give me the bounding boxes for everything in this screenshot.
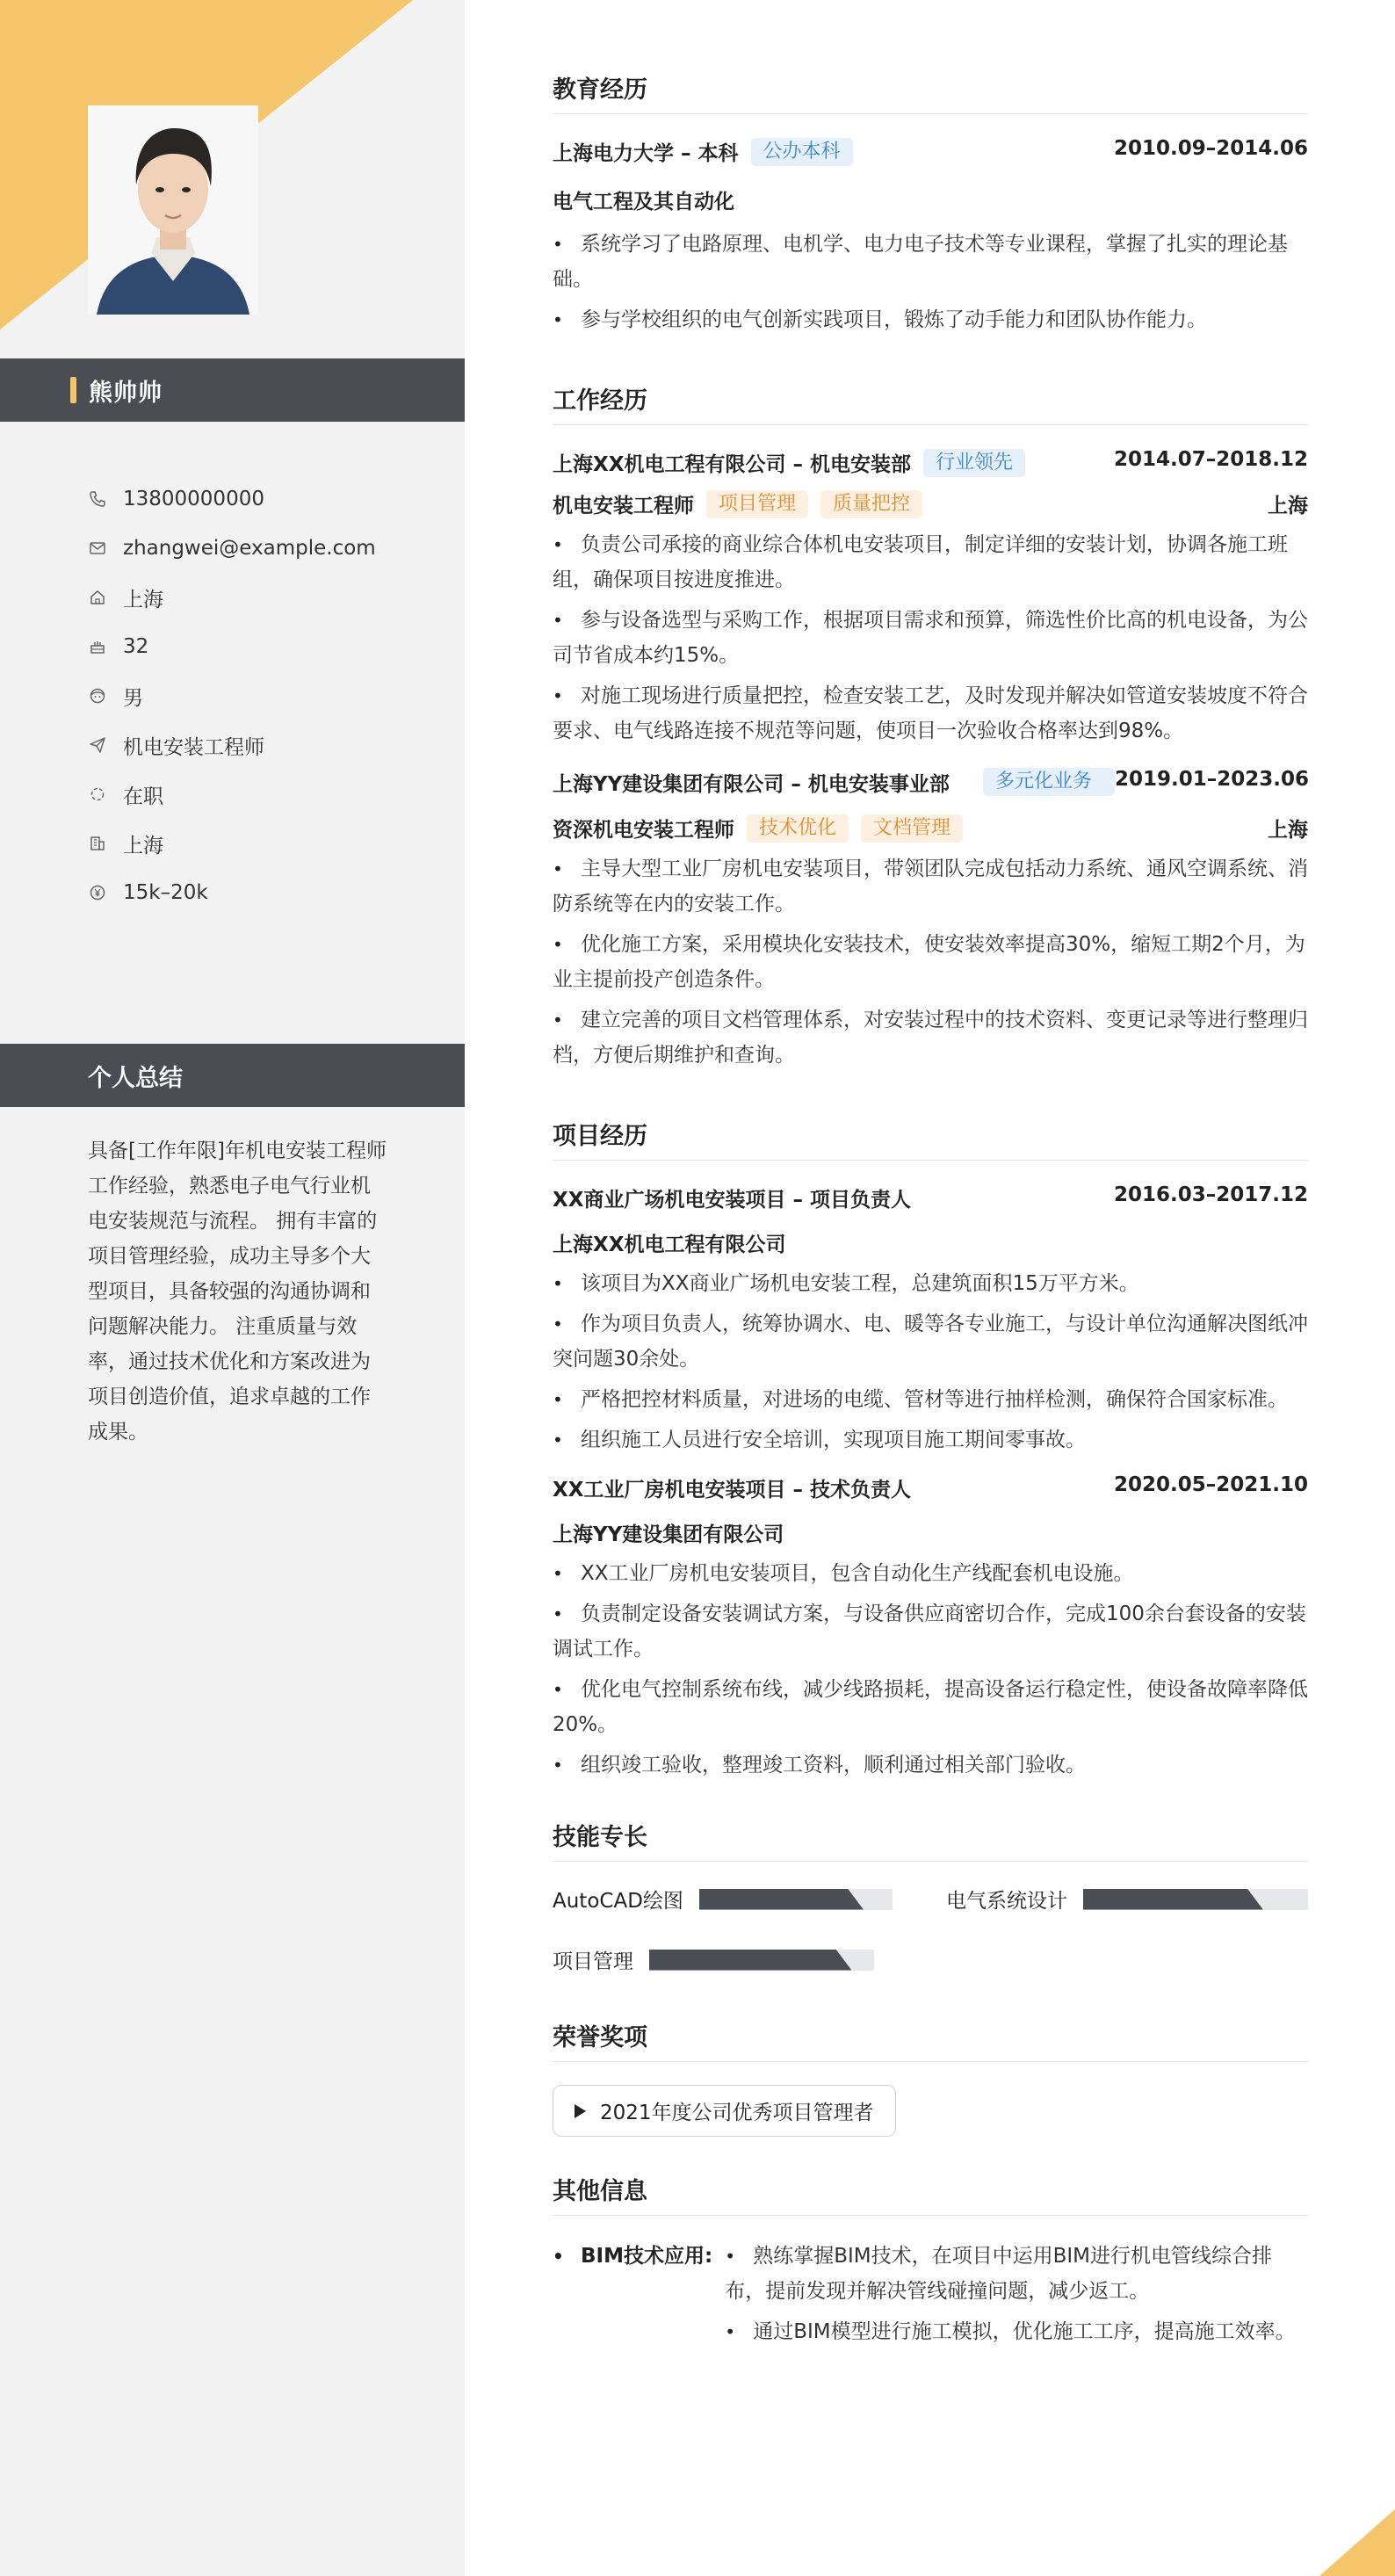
job-city: 上海: [1268, 495, 1308, 517]
projects-section: [553, 1117, 1308, 1783]
list-item: • 建立完善的项目文档管理体系，对安装过程中的技术资料、变更记录等进行整理归档，方便后期维护和查询。: [553, 1002, 1308, 1073]
company-tag: 行业领先: [923, 449, 1025, 477]
skill-item: [946, 1885, 1308, 1914]
skill-bar-fill: [1083, 1889, 1263, 1910]
bullet-list: [553, 851, 1308, 1073]
skill-tag: 技术优化: [747, 814, 849, 843]
play-icon: [575, 2104, 586, 2118]
project-entry: [553, 1183, 1308, 1458]
section-title: 工作经历: [553, 381, 1308, 425]
skill-bar-fill: [699, 1889, 864, 1910]
list-item: • 参与设备选型与采购工作，根据项目需求和预算，筛选性价比高的机电设备，为公司节省成本约15%。: [553, 603, 1308, 673]
awards-section: [553, 2018, 1308, 2137]
work-section: [553, 381, 1308, 1073]
job-entry: [553, 448, 1308, 749]
building-icon: [88, 834, 107, 853]
skill-bar-fill: [649, 1950, 851, 1971]
skill-tag: 文档管理: [861, 814, 963, 843]
list-item: • 严格把控材料质量，对进场的电缆、管材等进行抽样检测，确保符合国家标准。: [553, 1382, 1308, 1417]
job-role: 资深机电安装工程师: [553, 819, 734, 842]
contact-salary: [88, 868, 376, 917]
contact-gender: [88, 671, 376, 720]
school-tag: 公办本科: [751, 138, 853, 166]
list-item: • 通过BIM模型进行施工模拟，优化施工工序，提高施工效率。: [725, 2314, 1308, 2349]
list-item: • 优化施工方案，采用模块化安装技术，使安装效率提高30%，缩短工期2个月，为业主提前投产创造条件。: [553, 927, 1308, 997]
bullet-list: [553, 527, 1308, 749]
project-name: XX商业广场机电安装项目 – 项目负责人: [553, 1189, 911, 1212]
section-title: 荣誉奖项: [553, 2018, 1308, 2062]
section-title: 项目经历: [553, 1117, 1308, 1161]
contact-text: 男: [123, 686, 143, 710]
education-header: [553, 137, 1308, 166]
bullet-list: [725, 2239, 1308, 2355]
contact-text: 13800000000: [123, 488, 264, 510]
salary-icon: [88, 883, 107, 902]
contact-text: 上海: [123, 834, 163, 857]
contact-location: [88, 573, 376, 622]
date-range: 2014.07–2018.12: [1113, 448, 1308, 471]
company-name: 上海XX机电工程有限公司 – 机电安装部: [553, 453, 911, 476]
contact-phone: [88, 474, 376, 524]
contact-text: 15k–20k: [123, 881, 208, 904]
company-name: 上海YY建设集团有限公司 – 机电安装事业部: [553, 773, 950, 796]
project-entry: [553, 1473, 1308, 1783]
other-entry: [553, 2239, 1308, 2355]
date-range: 2010.09–2014.06: [1113, 137, 1308, 160]
home-icon: [88, 588, 107, 607]
award-text: 2021年度公司优秀项目管理者: [600, 2102, 874, 2124]
contact-text: 32: [123, 635, 149, 658]
date-range: 2020.05–2021.10: [1113, 1473, 1308, 1496]
list-item: • 组织竣工验收，整理竣工资料，顺利通过相关部门验收。: [553, 1747, 1308, 1783]
school-name: 上海电力大学 – 本科: [553, 142, 739, 165]
list-item: • 该项目为XX商业广场机电安装工程，总建筑面积15万平方米。: [553, 1266, 1308, 1301]
contact-text: 上海: [123, 588, 163, 611]
other-label: • BIM技术应用:: [553, 2239, 712, 2355]
skill-tag: 质量把控: [820, 490, 922, 518]
contact-text: zhangwei@example.com: [123, 537, 376, 560]
contact-list: [88, 474, 376, 917]
summary-title: 个人总结: [88, 1064, 183, 1092]
section-title: 其他信息: [553, 2172, 1308, 2216]
contact-text: 机电安装工程师: [123, 735, 264, 759]
name-bar: [0, 358, 465, 422]
list-item: • XX工业厂房机电安装项目，包含自动化生产线配套机电设施。: [553, 1556, 1308, 1591]
project-org: 上海XX机电工程有限公司: [553, 1234, 786, 1256]
list-item: • 主导大型工业厂房机电安装项目，带领团队完成包括动力系统、通风空调系统、消防系统等在内的安装工作。: [553, 851, 1308, 922]
mail-icon: [88, 539, 107, 558]
contact-text: 在职: [123, 785, 163, 808]
phone-icon: [88, 489, 107, 509]
job-role: 机电安装工程师: [553, 495, 694, 517]
status-icon: [88, 785, 107, 804]
contact-city: [88, 819, 376, 868]
contact-age: [88, 622, 376, 671]
avatar: [88, 105, 258, 315]
project-name: XX工业厂房机电安装项目 – 技术负责人: [553, 1479, 911, 1501]
job-city: 上海: [1268, 819, 1308, 842]
list-item: • 组织施工人员进行安全培训，实现项目施工期间零事故。: [553, 1422, 1308, 1458]
education-section: [553, 70, 1308, 337]
skill-bar: [1083, 1889, 1308, 1910]
name-accent: [70, 377, 76, 403]
project-org: 上海YY建设集团有限公司: [553, 1523, 784, 1546]
other-section: [553, 2172, 1308, 2355]
list-item: • 对施工现场进行质量把控，检查安装工艺，及时发现并解决如管道安装坡度不符合要求、电气线路连接不规范等问题，使项目一次验收合格率达到98%。: [553, 678, 1308, 749]
contact-email: [88, 524, 376, 573]
skill-item: [553, 1945, 1308, 1974]
skill-name: 电气系统设计: [946, 1890, 1067, 1913]
list-item: • 参与学校组织的电气创新实践项目，锻炼了动手能力和团队协作能力。: [553, 302, 1308, 337]
cake-icon: [88, 637, 107, 656]
list-item: • 优化电气控制系统布线，减少线路损耗，提高设备运行稳定性，使设备故障率降低20%。: [553, 1672, 1308, 1742]
major: 电气工程及其自动化: [553, 191, 734, 213]
date-range: 2016.03–2017.12: [1113, 1183, 1308, 1206]
date-range: 2019.01–2023.06: [1115, 768, 1310, 791]
corner-decoration: [1319, 2509, 1395, 2576]
bullet-list: [553, 227, 1308, 337]
skill-name: 项目管理: [553, 1950, 633, 1973]
gender-icon: [88, 686, 107, 706]
bullet-list: [553, 1556, 1308, 1783]
skill-bar: [699, 1889, 893, 1910]
section-title: 教育经历: [553, 70, 1308, 114]
skills-section: [553, 1818, 1308, 1974]
summary-text: 具备[工作年限]年机电安装工程师工作经验，熟悉电子电气行业机电安装规范与流程。 拥有丰富的项目管理经验，成功主导多个大型项目，具备较强的沟通协调和问题解决能力。 注重质量与效率，通过技术优化和方案改进为项目创造价值，追求卓越的工作成果。: [88, 1140, 387, 1444]
list-item: • 负责公司承接的商业综合体机电安装项目，制定详细的安装计划，协调各施工班组，确保项目按进度推进。: [553, 527, 1308, 597]
summary-bar: [0, 1044, 465, 1107]
bullet-list: [553, 1266, 1308, 1458]
list-item: • 系统学习了电路原理、电机学、电力电子技术等专业课程，掌握了扎实的理论基础。: [553, 227, 1308, 297]
candidate-name: 熊帅帅: [89, 379, 163, 407]
skill-tag: 项目管理: [706, 490, 808, 518]
job-entry: [553, 768, 1308, 1073]
send-icon: [88, 735, 107, 755]
list-item: • 作为项目负责人，统筹协调水、电、暖等各专业施工，与设计单位沟通解决图纸冲突问题30余处。: [553, 1306, 1308, 1377]
skill-name: AutoCAD绘图: [553, 1890, 683, 1913]
contact-position: [88, 720, 376, 770]
skill-bar: [649, 1950, 874, 1971]
main-content: [553, 0, 1308, 2355]
award-item: [553, 2085, 896, 2137]
contact-status: [88, 770, 376, 819]
sidebar: [0, 0, 465, 2576]
list-item: • 熟练掌握BIM技术，在项目中运用BIM进行机电管线综合排布，提前发现并解决管线碰撞问题，减少返工。: [725, 2239, 1308, 2309]
section-title: 技能专长: [553, 1818, 1308, 1862]
skill-item: [553, 1885, 893, 1914]
company-tag: 多元化业务: [983, 768, 1115, 796]
list-item: • 负责制定设备安装调试方案，与设备供应商密切合作，完成100余台套设备的安装调试工作。: [553, 1596, 1308, 1667]
